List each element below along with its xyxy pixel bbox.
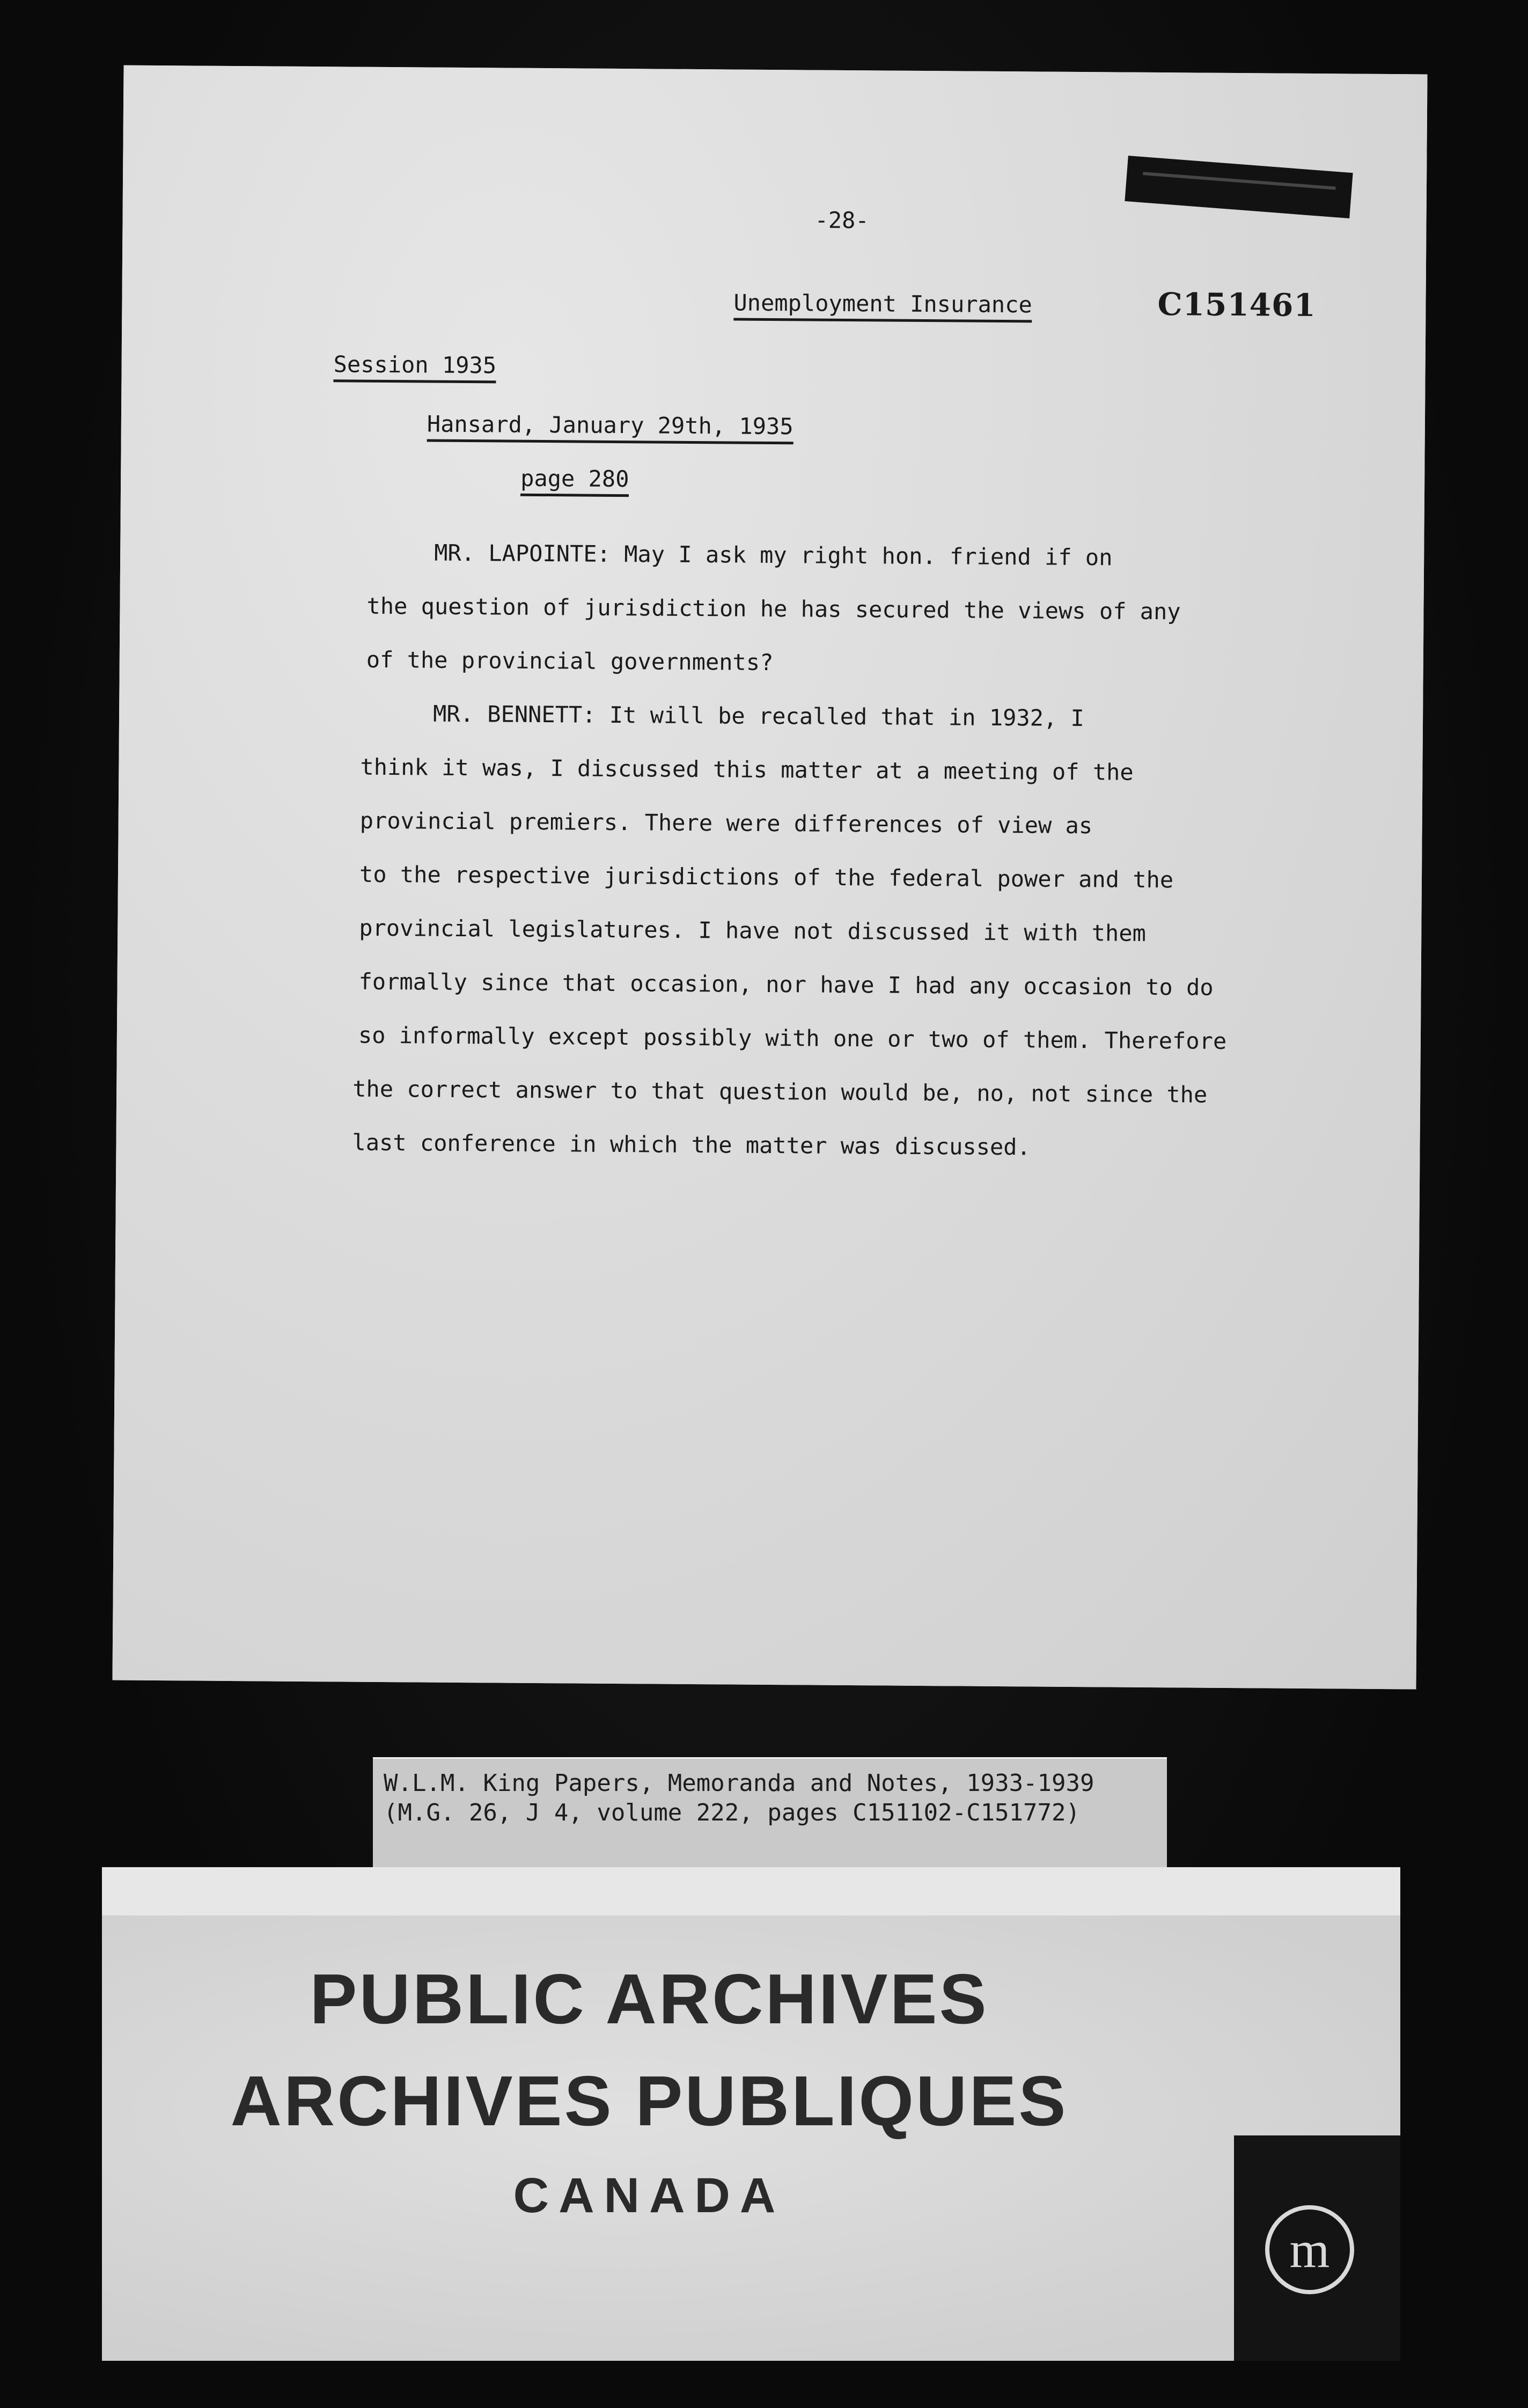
reference-number: C151461 — [1157, 286, 1317, 324]
transcript-line: think it was, I discussed this matter at a meeting of the — [360, 753, 1134, 785]
transcript-line: the correct answer to that question would be, no, not since the — [352, 1075, 1208, 1108]
transcript-line: provincial premiers. There were differences of view as — [359, 807, 1093, 839]
archive-title-french: ARCHIVES PUBLIQUES — [230, 2061, 1068, 2140]
archive-title-english: PUBLIC ARCHIVES — [310, 1959, 989, 2038]
transcript-line: of the provincial governments? — [366, 646, 774, 676]
typed-document-page — [113, 65, 1428, 1690]
page-number: -28- — [814, 207, 869, 234]
transcript-body — [352, 539, 1327, 1161]
card-top-strip — [102, 1867, 1400, 1915]
subject-heading: Unemployment Insurance — [733, 290, 1032, 323]
transcript-line: to the respective jurisdictions of the federal power and the — [359, 861, 1174, 893]
transcript-line: last conference in which the matter was discussed. — [352, 1129, 1031, 1161]
redacted-stamp — [1125, 156, 1353, 218]
collection-label-line: W.L.M. King Papers, Memoranda and Notes, 1933-1939 — [384, 1770, 1094, 1797]
page-reference: page 280 — [520, 465, 629, 497]
collection-label-line: (M.G. 26, J 4, volume 222, pages C151102-C151772) — [384, 1799, 1081, 1826]
transcript-line: MR. LAPOINTE: May I ask my right hon. friend if on — [434, 539, 1113, 571]
session-heading: Session 1935 — [333, 351, 496, 383]
archives-logo-icon: m — [1265, 2205, 1354, 2294]
hansard-heading: Hansard, January 29th, 1935 — [427, 411, 794, 445]
logo-box — [1234, 2135, 1400, 2361]
transcript-line: so informally except possibly with one or two of them. Therefore — [358, 1022, 1227, 1054]
transcript-line: the question of jurisdiction he has secured the views of any — [366, 592, 1181, 625]
transcript-line: provincial legislatures. I have not discussed it with them — [359, 914, 1147, 946]
transcript-line: MR. BENNETT: It will be recalled that in 1932, I — [432, 700, 1084, 732]
collection-label — [373, 1757, 1167, 1871]
transcript-line: formally since that occasion, nor have I had any occasion to do — [358, 968, 1214, 1001]
archive-card — [102, 1867, 1400, 2361]
archive-country: CANADA — [513, 2168, 785, 2223]
